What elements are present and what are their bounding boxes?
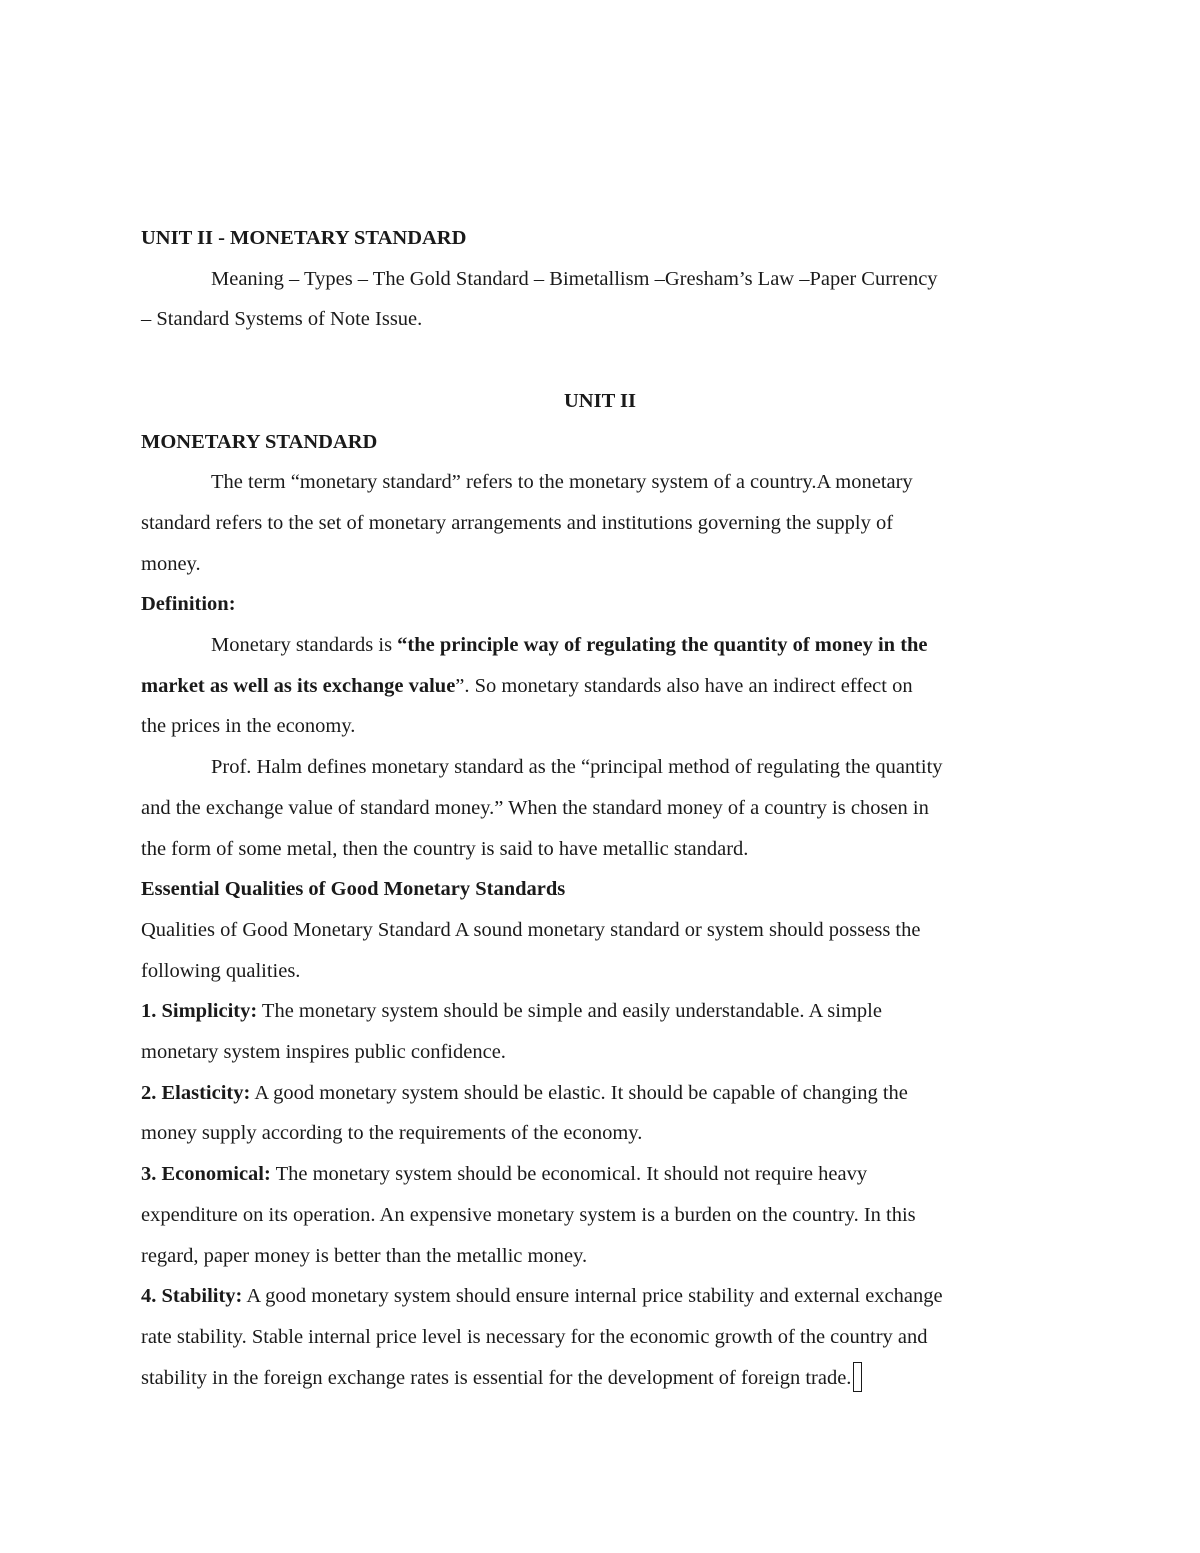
syllabus-line-1: Meaning – Types – The Gold Standard – Bimetallism –Gresham’s Law –Paper Currency bbox=[211, 267, 938, 290]
definition-quote-start: “the principle way of regulating the quantity of money in the bbox=[397, 634, 928, 657]
quality-text: The monetary system should be simple and easily understandable. A simple bbox=[257, 1000, 882, 1023]
quality-item-elasticity-line-2: money supply according to the requirements of the economy. bbox=[141, 1122, 643, 1145]
intro-line-2: standard refers to the set of monetary arrangements and institutions governing the supply of bbox=[141, 511, 894, 534]
quality-text: A good monetary system should ensure internal price stability and external exchange bbox=[242, 1285, 943, 1308]
quality-item-economical bbox=[141, 1154, 1059, 1195]
quality-item-simplicity-line-2: monetary system inspires public confidence. bbox=[141, 1041, 506, 1064]
qualities-intro-line-1: Qualities of Good Monetary Standard A sound monetary standard or system should possess the bbox=[141, 918, 921, 941]
intro-line-1: The term “monetary standard” refers to the monetary system of a country.A monetary bbox=[211, 471, 913, 494]
quality-label: 1. Simplicity: bbox=[141, 1000, 258, 1023]
qualities-heading: Essential Qualities of Good Monetary Standards bbox=[141, 878, 566, 901]
halm-line-3: the form of some metal, then the country is said to have metallic standard. bbox=[141, 837, 749, 860]
unit-title: UNIT II - MONETARY STANDARD bbox=[141, 227, 467, 249]
halm-line-2: and the exchange value of standard money.” When the standard money of a country is chosen in bbox=[141, 796, 929, 819]
halm-line-1: Prof. Halm defines monetary standard as the “principal method of regulating the quantity bbox=[211, 756, 943, 779]
missing-glyph-box-icon bbox=[853, 1362, 862, 1392]
quality-label: 4. Stability: bbox=[141, 1285, 243, 1308]
definition-quote-end: market as well as its exchange value bbox=[141, 674, 456, 697]
quality-text: A good monetary system should be elastic. It should be capable of changing the bbox=[250, 1081, 908, 1104]
quality-item-economical-line-3: regard, paper money is better than the metallic money. bbox=[141, 1244, 588, 1267]
quality-text: stability in the foreign exchange rates is essential for the development of foreign trade. bbox=[141, 1366, 852, 1389]
definition-line-1 bbox=[141, 625, 1059, 666]
quality-item-stability-line-2: rate stability. Stable internal price level is necessary for the economic growth of the country and bbox=[141, 1325, 928, 1348]
quality-item-economical-line-2: expenditure on its operation. An expensive monetary system is a burden on the country. In this bbox=[141, 1203, 916, 1226]
definition-rest: ”. So monetary standards also have an indirect effect on bbox=[455, 674, 913, 697]
quality-item-elasticity bbox=[141, 1073, 1059, 1114]
quality-item-simplicity bbox=[141, 991, 1059, 1032]
quality-item-stability-line-3 bbox=[141, 1358, 1059, 1399]
unit-label: UNIT II bbox=[564, 389, 636, 412]
quality-label: 3. Economical: bbox=[141, 1163, 271, 1186]
qualities-intro-line-2: following qualities. bbox=[141, 959, 301, 982]
intro-line-3: money. bbox=[141, 552, 201, 575]
syllabus-line-2: – Standard Systems of Note Issue. bbox=[141, 308, 423, 331]
quality-label: 2. Elasticity: bbox=[141, 1081, 251, 1104]
quality-text: The monetary system should be economical. It should not require heavy bbox=[270, 1163, 868, 1186]
definition-line-3: the prices in the economy. bbox=[141, 715, 356, 738]
definition-prefix: Monetary standards is bbox=[211, 634, 398, 657]
definition-line-2 bbox=[141, 666, 1059, 707]
quality-item-stability bbox=[141, 1276, 1059, 1317]
spacer bbox=[141, 340, 1059, 381]
document-page bbox=[141, 218, 1059, 1398]
section-title: MONETARY STANDARD bbox=[141, 430, 378, 453]
definition-heading: Definition: bbox=[141, 593, 236, 616]
